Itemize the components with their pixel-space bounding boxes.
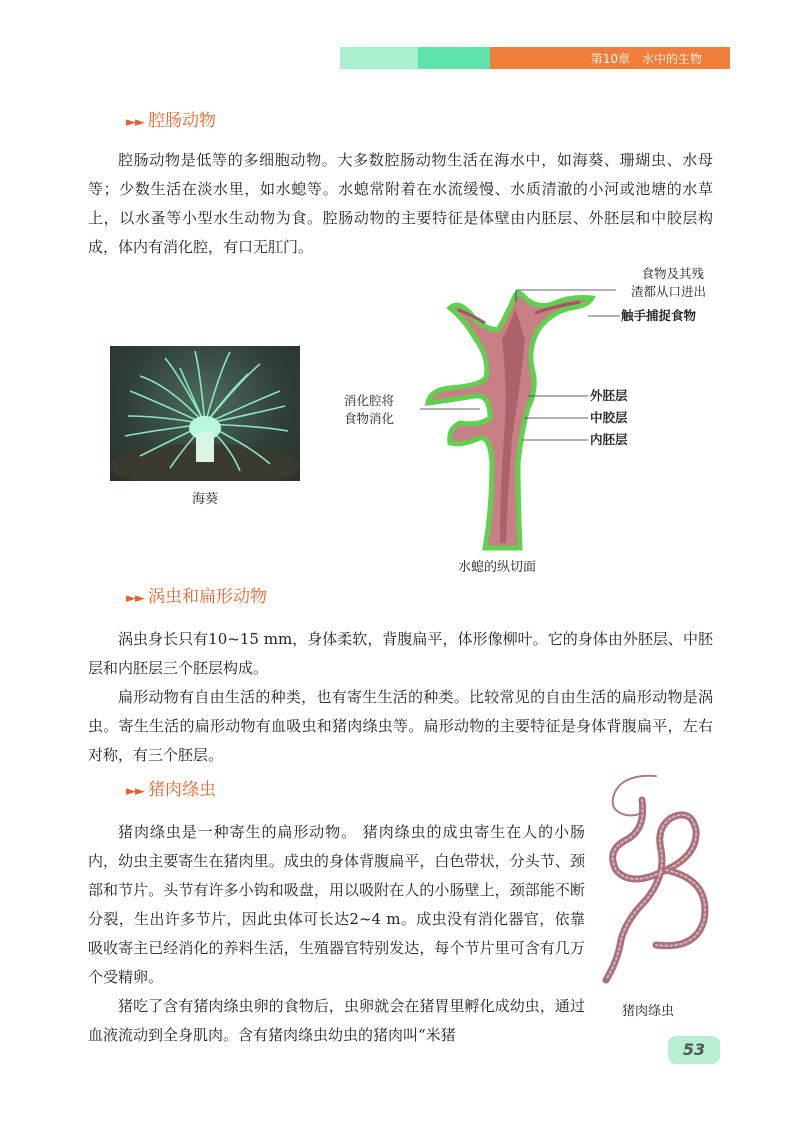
paragraph-coelenterates: 腔肠动物是低等的多细胞动物。大多数腔肠动物生活在海水中，如海葵、珊瑚虫、水母等；少数生活在淡水里，如水螅等。水螅常附着在水流缓慢、水质清澈的小河或池塘的水草上，以水蚤等小型水生动物为食。腔肠动物的主要特征是体壁由内胚层、外胚层和中胶层构成，体内有消化腔，有口无肛门。 <box>88 151 713 256</box>
arrow-icon: ►► <box>126 591 144 606</box>
section-heading-tapeworm <box>126 775 216 800</box>
label-food-intake <box>632 265 704 283</box>
section-heading-flatworms <box>126 582 267 607</box>
arrow-icon: ►► <box>126 115 144 130</box>
section-heading-coelenterates <box>126 106 216 131</box>
label-digestive-1: 消化腔将 <box>344 393 395 408</box>
label-food-line1: 食物及其残 <box>641 266 704 281</box>
paragraph-flatworm-traits: 扁形动物有自由生活的种类，也有寄生生活的种类。比较常见的自由生活的扁形动物是涡虫。寄生生活的扁形动物有血吸虫和猪肉绦虫等。扁形动物的主要特征是身体背腹扁平，左右对称，有三个胚层。 <box>88 688 713 764</box>
sea-anemone-illustration <box>110 346 300 481</box>
label-food-intake-2: 渣都从口进出 <box>630 284 706 299</box>
arrow-icon: ►► <box>126 784 144 799</box>
sea-anemone-photo <box>110 346 300 481</box>
header-segment-mint <box>340 47 418 69</box>
heading-text: 腔肠动物 <box>148 111 216 131</box>
label-ectoderm: 外胚层 <box>590 388 628 403</box>
paragraph-tapeworm: 猪肉绦虫是一种寄生的扁形动物。 猪肉绦虫的成虫寄生在人的小肠内，幼虫主要寄生在猪肉里。成虫的身体背腹扁平，白色带状，分头节、颈部和节片。头节有许多小钩和吸盘，用以吸附在人的小肠壁上，颈部能不断分裂，生出许多节片，因此虫体可长达2~4 m。成虫没有消化器官，依靠吸收寄主已经消化的养料生活，生殖器官特别发达，每个节片里可含有几万个受精卵。 <box>88 823 585 986</box>
label-mesoglea: 中胶层 <box>590 410 628 425</box>
chapter-title: 第10章 水中的生物 <box>590 52 702 66</box>
page-number-badge <box>668 1036 720 1064</box>
tapeworm-illustration <box>586 770 726 1000</box>
label-digestive-2: 食物消化 <box>344 411 395 426</box>
heading-text: 猪肉绦虫 <box>148 780 216 800</box>
page-number: 53 <box>682 1040 706 1059</box>
chapter-header-bar <box>340 47 730 69</box>
tapeworm-caption: 猪肉绦虫 <box>622 1004 675 1019</box>
label-tentacle: 触手捕捉食物 <box>621 308 697 323</box>
heading-text: 涡虫和扁形动物 <box>148 587 267 607</box>
anemone-caption: 海葵 <box>192 492 219 507</box>
paragraph-tapeworm-lifecycle: 猪吃了含有猪肉绦虫卵的食物后，虫卵就会在猪胃里孵化成幼虫，通过血液流动到全身肌肉。含有猪肉绦虫幼虫的猪肉叫“米猪 <box>88 997 585 1044</box>
label-endoderm: 内胚层 <box>590 432 628 447</box>
header-segment-green <box>418 47 490 69</box>
hydra-caption: 水螅的纵切面 <box>458 560 537 575</box>
paragraph-planarian: 涡虫身长只有10~15 mm，身体柔软，背腹扁平，体形像柳叶。它的身体由外胚层、中胚层和内胚层三个胚层构成。 <box>88 630 713 677</box>
